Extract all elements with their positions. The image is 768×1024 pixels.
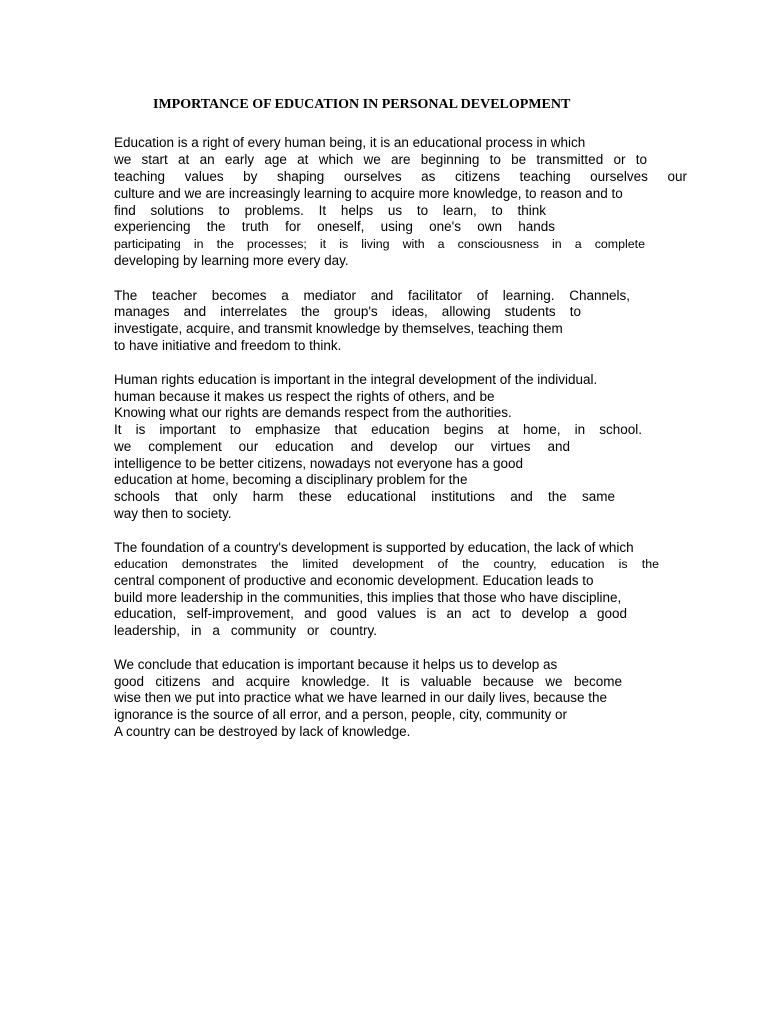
paragraph-1-line-2: we start at an early age at which we are beginning to be transmitted or to	[114, 152, 647, 167]
paragraph-2-line-3: investigate, acquire, and transmit knowledge by themselves, teaching them	[114, 321, 563, 336]
paragraph-4-line-3: central component of productive and economic development. Education leads to	[114, 573, 594, 588]
paragraph-3-line-9: way then to society.	[114, 506, 232, 521]
paragraph-5-line-1: We conclude that education is important because it helps us to develop as	[114, 657, 558, 672]
paragraph-5-line-3: wise then we put into practice what we have learned in our daily lives, because the	[114, 690, 608, 705]
paragraph-3-line-6: intelligence to be better citizens, nowadays not everyone has a good	[114, 456, 524, 471]
paragraph-4-line-2: education demonstrates the limited development of the country, education is the	[114, 557, 659, 571]
paragraph-4-line-6: leadership, in a community or country.	[114, 623, 377, 638]
paragraph-5-line-5: A country can be destroyed by lack of knowledge.	[114, 724, 411, 739]
paragraph-3-line-7: education at home, becoming a disciplinary problem for the	[114, 472, 468, 487]
paragraph-3-line-1: Human rights education is important in the integral development of the individual.	[114, 372, 598, 387]
paragraph-3-line-8: schools that only harm these educational institutions and the same	[114, 489, 615, 504]
paragraph-3-line-5: we complement our education and develop our virtues and	[114, 439, 570, 454]
paragraph-1-line-1: Education is a right of every human being, it is an educational process in which	[114, 135, 586, 150]
paragraph-2-line-2: manages and interrelates the group's ideas, allowing students to	[114, 304, 581, 319]
paragraph-3-line-3: Knowing what our rights are demands respect from the authorities.	[114, 405, 512, 420]
paragraph-5-line-4: ignorance is the source of all error, and a person, people, city, community or	[114, 707, 567, 722]
paragraph-4-line-1: The foundation of a country's development is supported by education, the lack of which	[114, 540, 634, 555]
paragraph-5-line-2: good citizens and acquire knowledge. It is valuable because we become	[114, 674, 622, 689]
paragraph-1-line-4: culture and we are increasingly learning to acquire more knowledge, to reason and to	[114, 186, 623, 201]
paragraph-1-line-5: find solutions to problems. It helps us to learn, to think	[114, 203, 546, 218]
paragraph-1-line-3: teaching values by shaping ourselves as citizens teaching ourselves our	[114, 169, 687, 184]
paragraph-2-line-1: The teacher becomes a mediator and facilitator of learning. Channels,	[114, 288, 630, 303]
document-title: IMPORTANCE OF EDUCATION IN PERSONAL DEVELOPMENT	[153, 97, 571, 112]
paragraph-1-line-6: experiencing the truth for oneself, using one's own hands	[114, 219, 555, 234]
paragraph-4-line-5: education, self-improvement, and good values is an act to develop a good	[114, 606, 627, 621]
paragraph-2-line-4: to have initiative and freedom to think.	[114, 338, 342, 353]
paragraph-4-line-4: build more leadership in the communities, this implies that those who have discipline,	[114, 590, 622, 605]
paragraph-3-line-4: It is important to emphasize that education begins at home, in school.	[114, 422, 642, 437]
paragraph-3-line-2: human because it makes us respect the rights of others, and be	[114, 389, 495, 404]
paragraph-1-line-8: developing by learning more every day.	[114, 253, 349, 268]
paragraph-1-line-7: participating in the processes; it is living with a consciousness in a complete	[114, 237, 645, 251]
